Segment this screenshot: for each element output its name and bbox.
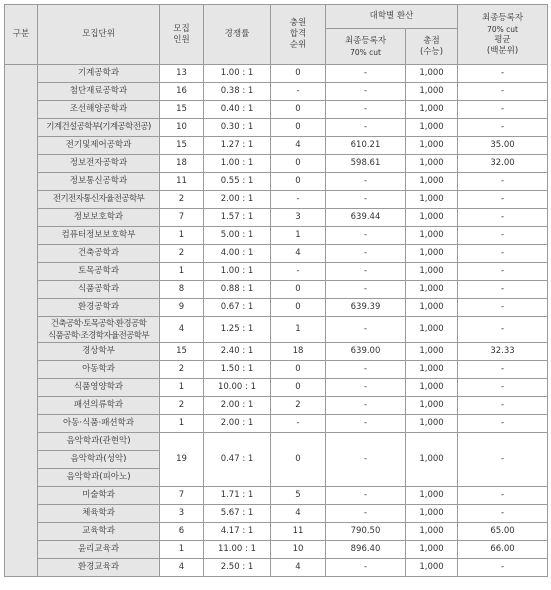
total-score-cell: 1,000 bbox=[406, 209, 458, 227]
unit-cell: 경상학부 bbox=[38, 343, 160, 361]
ratio-cell: 1.71 : 1 bbox=[204, 487, 271, 505]
quota-cell: 2 bbox=[160, 191, 204, 209]
total-score-cell: 1,000 bbox=[406, 559, 458, 577]
total-score-cell: 1,000 bbox=[406, 487, 458, 505]
header-ratio: 경쟁률 bbox=[204, 5, 271, 65]
cut-score-cell: - bbox=[326, 397, 406, 415]
rank-cell: 0 bbox=[271, 281, 326, 299]
cut-score-cell: - bbox=[326, 263, 406, 281]
total-score-cell: 1,000 bbox=[406, 281, 458, 299]
unit-cell: 기계건설공학부(기계공학전공) bbox=[38, 119, 160, 137]
total-score-cell: 1,000 bbox=[406, 317, 458, 343]
rank-cell: - bbox=[271, 415, 326, 433]
header-quota-line1: 모집 bbox=[173, 23, 190, 34]
ratio-cell: 2.00 : 1 bbox=[204, 191, 271, 209]
total-score-cell: 1,000 bbox=[406, 245, 458, 263]
ratio-cell: 1.25 : 1 bbox=[204, 317, 271, 343]
total-score-cell: 1,000 bbox=[406, 505, 458, 523]
total-score-cell: 1,000 bbox=[406, 155, 458, 173]
header-unit: 모집단위 bbox=[38, 5, 160, 65]
quota-cell: 8 bbox=[160, 281, 204, 299]
percentile-cell: - bbox=[458, 559, 548, 577]
percentile-cell: - bbox=[458, 173, 548, 191]
ratio-cell: 0.38 : 1 bbox=[204, 83, 271, 101]
rank-cell: 10 bbox=[271, 541, 326, 559]
table-row bbox=[5, 361, 548, 379]
header-final-line1: 최종등록자 bbox=[344, 35, 387, 46]
table-body bbox=[5, 65, 548, 577]
quota-cell: 1 bbox=[160, 227, 204, 245]
header-last-line2: 70% cut bbox=[487, 24, 518, 34]
header-quota-line2: 인원 bbox=[173, 34, 190, 45]
table-row bbox=[5, 343, 548, 361]
header-gubun: 구분 bbox=[5, 5, 38, 65]
unit-cell: 윤리교육과 bbox=[38, 541, 160, 559]
quota-cell: 1 bbox=[160, 379, 204, 397]
cut-score-cell: - bbox=[326, 65, 406, 83]
header-rank bbox=[271, 5, 326, 65]
table-row bbox=[5, 155, 548, 173]
header-rank-line1: 충원 bbox=[289, 18, 307, 28]
table-row bbox=[5, 281, 548, 299]
rank-cell: 4 bbox=[271, 137, 326, 155]
header-final-cut bbox=[326, 29, 406, 65]
quota-cell: 15 bbox=[160, 343, 204, 361]
table-row bbox=[5, 505, 548, 523]
admission-results-table bbox=[4, 4, 548, 577]
cut-score-cell: - bbox=[326, 119, 406, 137]
ratio-cell: 2.00 : 1 bbox=[204, 415, 271, 433]
header-last-line1: 최종등록자 bbox=[481, 12, 524, 23]
unit-cell: 아동·식품·패션학과 bbox=[38, 415, 160, 433]
quota-cell: 18 bbox=[160, 155, 204, 173]
rank-cell: 4 bbox=[271, 505, 326, 523]
percentile-cell: - bbox=[458, 415, 548, 433]
header-last-line4: (백분위) bbox=[486, 45, 519, 56]
quota-cell: 19 bbox=[160, 433, 204, 487]
total-score-cell: 1,000 bbox=[406, 433, 458, 487]
rank-cell: 0 bbox=[271, 299, 326, 317]
percentile-cell: - bbox=[458, 245, 548, 263]
cut-score-cell: 790.50 bbox=[326, 523, 406, 541]
percentile-cell: - bbox=[458, 361, 548, 379]
unit-cell: 환경교육과 bbox=[38, 559, 160, 577]
total-score-cell: 1,000 bbox=[406, 523, 458, 541]
header-total-line2: (수능) bbox=[419, 46, 444, 57]
unit-cell: 미술학과 bbox=[38, 487, 160, 505]
unit-cell: 패션의류학과 bbox=[38, 397, 160, 415]
ratio-cell: 1.00 : 1 bbox=[204, 65, 271, 83]
quota-cell: 7 bbox=[160, 487, 204, 505]
table-row bbox=[5, 227, 548, 245]
quota-cell: 9 bbox=[160, 299, 204, 317]
ratio-cell: 2.50 : 1 bbox=[204, 559, 271, 577]
ratio-cell: 1.57 : 1 bbox=[204, 209, 271, 227]
rank-cell: 1 bbox=[271, 317, 326, 343]
cut-score-cell: - bbox=[326, 191, 406, 209]
ratio-cell: 4.00 : 1 bbox=[204, 245, 271, 263]
total-score-cell: 1,000 bbox=[406, 191, 458, 209]
header-quota bbox=[160, 5, 204, 65]
header-final-line2: 70% cut bbox=[350, 47, 381, 57]
unit-cell: 식품영양학과 bbox=[38, 379, 160, 397]
header-last-cut bbox=[458, 5, 548, 65]
quota-cell: 16 bbox=[160, 83, 204, 101]
table-row bbox=[5, 541, 548, 559]
percentile-cell: - bbox=[458, 317, 548, 343]
percentile-cell: - bbox=[458, 487, 548, 505]
ratio-cell: 0.30 : 1 bbox=[204, 119, 271, 137]
admission-results-table-wrapper bbox=[4, 4, 548, 577]
table-row bbox=[5, 209, 548, 227]
rank-cell: - bbox=[271, 263, 326, 281]
ratio-cell: 10.00 : 1 bbox=[204, 379, 271, 397]
unit-cell: 전기및제어공학과 bbox=[38, 137, 160, 155]
total-score-cell: 1,000 bbox=[406, 83, 458, 101]
header-total-line1: 총점 bbox=[423, 35, 440, 46]
cut-score-cell: - bbox=[326, 227, 406, 245]
ratio-cell: 4.17 : 1 bbox=[204, 523, 271, 541]
unit-cell: 아동학과 bbox=[38, 361, 160, 379]
total-score-cell: 1,000 bbox=[406, 299, 458, 317]
total-score-cell: 1,000 bbox=[406, 541, 458, 559]
quota-cell: 3 bbox=[160, 505, 204, 523]
total-score-cell: 1,000 bbox=[406, 119, 458, 137]
total-score-cell: 1,000 bbox=[406, 227, 458, 245]
rank-cell: 3 bbox=[271, 209, 326, 227]
table-row bbox=[5, 487, 548, 505]
percentile-cell: 65.00 bbox=[458, 523, 548, 541]
ratio-cell: 0.40 : 1 bbox=[204, 101, 271, 119]
rank-cell: 0 bbox=[271, 119, 326, 137]
ratio-cell: 5.67 : 1 bbox=[204, 505, 271, 523]
rank-cell: 11 bbox=[271, 523, 326, 541]
unit-cell bbox=[38, 317, 160, 343]
cut-score-cell: - bbox=[326, 361, 406, 379]
quota-cell: 1 bbox=[160, 415, 204, 433]
quota-cell: 2 bbox=[160, 245, 204, 263]
unit-cell: 음악학과(피아노) bbox=[38, 469, 160, 487]
quota-cell: 11 bbox=[160, 173, 204, 191]
ratio-cell: 0.67 : 1 bbox=[204, 299, 271, 317]
cut-score-cell: 896.40 bbox=[326, 541, 406, 559]
table-row bbox=[5, 119, 548, 137]
rank-cell: 4 bbox=[271, 559, 326, 577]
total-score-cell: 1,000 bbox=[406, 65, 458, 83]
table-row bbox=[5, 415, 548, 433]
percentile-cell: - bbox=[458, 299, 548, 317]
quota-cell: 10 bbox=[160, 119, 204, 137]
total-score-cell: 1,000 bbox=[406, 137, 458, 155]
ratio-cell: 2.00 : 1 bbox=[204, 397, 271, 415]
rank-cell: 1 bbox=[271, 227, 326, 245]
header-rank-line3: 순위 bbox=[289, 40, 307, 50]
ratio-cell: 1.00 : 1 bbox=[204, 155, 271, 173]
table-row bbox=[5, 245, 548, 263]
total-score-cell: 1,000 bbox=[406, 343, 458, 361]
percentile-cell: - bbox=[458, 227, 548, 245]
cut-score-cell: - bbox=[326, 433, 406, 487]
cut-score-cell: 639.44 bbox=[326, 209, 406, 227]
total-score-cell: 1,000 bbox=[406, 101, 458, 119]
quota-cell: 4 bbox=[160, 317, 204, 343]
total-score-cell: 1,000 bbox=[406, 397, 458, 415]
percentile-cell: 35.00 bbox=[458, 137, 548, 155]
ratio-cell: 1.27 : 1 bbox=[204, 137, 271, 155]
cut-score-cell: - bbox=[326, 487, 406, 505]
cut-score-cell: - bbox=[326, 281, 406, 299]
percentile-cell: 32.00 bbox=[458, 155, 548, 173]
quota-cell: 15 bbox=[160, 101, 204, 119]
unit-cell: 토목공학과 bbox=[38, 263, 160, 281]
unit-cell: 식품공학과 bbox=[38, 281, 160, 299]
header-rank-line2: 합격 bbox=[289, 29, 307, 39]
ratio-cell: 1.50 : 1 bbox=[204, 361, 271, 379]
table-row bbox=[5, 433, 548, 451]
percentile-cell: - bbox=[458, 83, 548, 101]
rank-cell: - bbox=[271, 83, 326, 101]
cut-score-cell: 639.39 bbox=[326, 299, 406, 317]
rank-cell: 0 bbox=[271, 155, 326, 173]
quota-cell: 1 bbox=[160, 541, 204, 559]
table-header bbox=[5, 5, 548, 65]
ratio-cell: 0.88 : 1 bbox=[204, 281, 271, 299]
cut-score-cell: - bbox=[326, 415, 406, 433]
cut-score-cell: 610.21 bbox=[326, 137, 406, 155]
unit-cell: 교육학과 bbox=[38, 523, 160, 541]
cut-score-cell: - bbox=[326, 505, 406, 523]
rank-cell: 0 bbox=[271, 433, 326, 487]
ratio-cell: 1.00 : 1 bbox=[204, 263, 271, 281]
total-score-cell: 1,000 bbox=[406, 173, 458, 191]
cut-score-cell: 598.61 bbox=[326, 155, 406, 173]
unit-line: 건축공학·토목공학·환경공학 bbox=[50, 318, 147, 329]
ratio-cell: 0.55 : 1 bbox=[204, 173, 271, 191]
unit-cell: 첨단재료공학과 bbox=[38, 83, 160, 101]
unit-cell: 기계공학과 bbox=[38, 65, 160, 83]
percentile-cell: - bbox=[458, 191, 548, 209]
table-row bbox=[5, 263, 548, 281]
table-row bbox=[5, 83, 548, 101]
table-row bbox=[5, 101, 548, 119]
rank-cell: 0 bbox=[271, 65, 326, 83]
table-row bbox=[5, 191, 548, 209]
table-row bbox=[5, 397, 548, 415]
quota-cell: 7 bbox=[160, 209, 204, 227]
rank-cell: 0 bbox=[271, 379, 326, 397]
table-row bbox=[5, 173, 548, 191]
header-total bbox=[406, 29, 458, 65]
rank-cell: 0 bbox=[271, 361, 326, 379]
total-score-cell: 1,000 bbox=[406, 361, 458, 379]
table-row bbox=[5, 379, 548, 397]
unit-cell: 정보통신공학과 bbox=[38, 173, 160, 191]
rank-cell: 0 bbox=[271, 101, 326, 119]
cut-score-cell: - bbox=[326, 559, 406, 577]
header-conversion: 대학별 환산 bbox=[326, 5, 458, 29]
total-score-cell: 1,000 bbox=[406, 263, 458, 281]
cut-score-cell: - bbox=[326, 101, 406, 119]
unit-cell: 정보보호학과 bbox=[38, 209, 160, 227]
unit-cell: 전기전자통신자율전공학부 bbox=[38, 191, 160, 209]
percentile-cell: - bbox=[458, 281, 548, 299]
ratio-cell: 5.00 : 1 bbox=[204, 227, 271, 245]
cut-score-cell: - bbox=[326, 379, 406, 397]
unit-line: 식품공학·조경학자율전공학부 bbox=[47, 330, 150, 341]
percentile-cell: - bbox=[458, 263, 548, 281]
table-row bbox=[5, 65, 548, 83]
total-score-cell: 1,000 bbox=[406, 415, 458, 433]
cut-score-cell: - bbox=[326, 317, 406, 343]
rank-cell: 18 bbox=[271, 343, 326, 361]
unit-cell: 정보전자공학과 bbox=[38, 155, 160, 173]
table-row bbox=[5, 137, 548, 155]
quota-cell: 4 bbox=[160, 559, 204, 577]
unit-cell: 환경공학과 bbox=[38, 299, 160, 317]
rank-cell: 4 bbox=[271, 245, 326, 263]
unit-cell: 음악학과(관현악) bbox=[38, 433, 160, 451]
table-row bbox=[5, 317, 548, 343]
percentile-cell: - bbox=[458, 209, 548, 227]
percentile-cell: - bbox=[458, 119, 548, 137]
cut-score-cell: 639.00 bbox=[326, 343, 406, 361]
header-last-line3: 평균 bbox=[494, 34, 511, 45]
unit-cell: 체육학과 bbox=[38, 505, 160, 523]
ratio-cell: 2.40 : 1 bbox=[204, 343, 271, 361]
ratio-cell: 0.47 : 1 bbox=[204, 433, 271, 487]
cut-score-cell: - bbox=[326, 83, 406, 101]
quota-cell: 1 bbox=[160, 263, 204, 281]
unit-cell: 음악학과(성악) bbox=[38, 451, 160, 469]
unit-cell: 컴퓨터정보보호학부 bbox=[38, 227, 160, 245]
percentile-cell: - bbox=[458, 65, 548, 83]
rank-cell: 0 bbox=[271, 173, 326, 191]
table-row bbox=[5, 523, 548, 541]
table-row bbox=[5, 299, 548, 317]
quota-cell: 6 bbox=[160, 523, 204, 541]
category-cell bbox=[5, 65, 38, 577]
percentile-cell: - bbox=[458, 433, 548, 487]
quota-cell: 2 bbox=[160, 361, 204, 379]
ratio-cell: 11.00 : 1 bbox=[204, 541, 271, 559]
percentile-cell: 66.00 bbox=[458, 541, 548, 559]
percentile-cell: - bbox=[458, 397, 548, 415]
table-row bbox=[5, 559, 548, 577]
quota-cell: 2 bbox=[160, 397, 204, 415]
percentile-cell: - bbox=[458, 101, 548, 119]
percentile-cell: - bbox=[458, 505, 548, 523]
percentile-cell: - bbox=[458, 379, 548, 397]
rank-cell: 5 bbox=[271, 487, 326, 505]
percentile-cell: 32.33 bbox=[458, 343, 548, 361]
quota-cell: 13 bbox=[160, 65, 204, 83]
quota-cell: 15 bbox=[160, 137, 204, 155]
rank-cell: - bbox=[271, 191, 326, 209]
cut-score-cell: - bbox=[326, 173, 406, 191]
total-score-cell: 1,000 bbox=[406, 379, 458, 397]
rank-cell: 2 bbox=[271, 397, 326, 415]
unit-cell: 조선해양공학과 bbox=[38, 101, 160, 119]
unit-cell: 건축공학과 bbox=[38, 245, 160, 263]
cut-score-cell: - bbox=[326, 245, 406, 263]
